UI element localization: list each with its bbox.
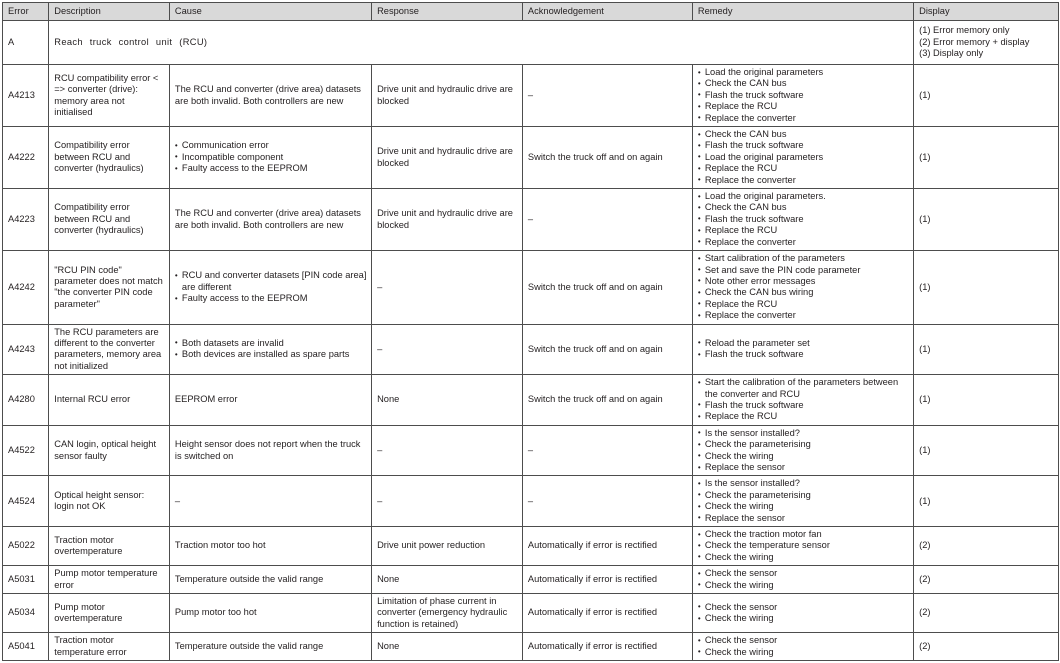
cell-error: A4522: [3, 425, 49, 476]
cell-error: A4524: [3, 476, 49, 527]
bullet-list: [698, 338, 909, 361]
bullet-item: • Both devices are installed as spare parts: [175, 349, 367, 360]
cell-cause: Traction motor too hot: [169, 527, 371, 566]
cell-error: A4223: [3, 189, 49, 251]
cell-cause: –: [169, 476, 371, 527]
cell-acknowledgement: Switch the truck off and on again: [522, 324, 692, 375]
bullet-item: • Check the sensor: [698, 568, 909, 579]
cell-error: A5041: [3, 633, 49, 661]
cell-display: (2): [914, 594, 1059, 633]
cell-cause: [169, 251, 371, 324]
column-header-acknowledgement: Acknowledgement: [522, 3, 692, 21]
table-row: [3, 251, 1059, 324]
bullet-item: • Start calibration of the parameters: [698, 253, 909, 264]
bullet-item: • Replace the RCU: [698, 225, 909, 236]
cell-display: (2): [914, 527, 1059, 566]
column-header-response: Response: [372, 3, 523, 21]
table-row: [3, 324, 1059, 375]
bullet-item: • Both datasets are invalid: [175, 338, 367, 349]
cell-display: (1): [914, 189, 1059, 251]
bullet-item: • Load the original parameters: [698, 152, 909, 163]
cell-error: A4280: [3, 375, 49, 426]
cell-remedy: [692, 594, 913, 633]
bullet-item: • Set and save the PIN code parameter: [698, 265, 909, 276]
cell-cause: The RCU and converter (drive area) datasets are both invalid. Both controllers are new: [169, 65, 371, 127]
bullet-item: • Flash the truck software: [698, 214, 909, 225]
cell-display: (1): [914, 127, 1059, 189]
cell-response: None: [372, 375, 523, 426]
cell-cause: Pump motor too hot: [169, 594, 371, 633]
column-header-remedy: Remedy: [692, 3, 913, 21]
bullet-item: • Check the wiring: [698, 501, 909, 512]
bullet-list: [698, 129, 909, 186]
cell-response: Drive unit and hydraulic drive are blocked: [372, 127, 523, 189]
cell-acknowledgement: –: [522, 476, 692, 527]
cell-acknowledgement: Automatically if error is rectified: [522, 594, 692, 633]
cell-cause: Temperature outside the valid range: [169, 566, 371, 594]
cell-acknowledgement: –: [522, 189, 692, 251]
bullet-item: • Check the wiring: [698, 580, 909, 591]
cell-description: Traction motor temperature error: [49, 633, 170, 661]
cell-acknowledgement: Switch the truck off and on again: [522, 127, 692, 189]
cell-response: Limitation of phase current in converter (emergency hydraulic function is retained): [372, 594, 523, 633]
bullet-item: • Incompatible component: [175, 152, 367, 163]
cell-remedy: [692, 375, 913, 426]
cell-remedy: [692, 127, 913, 189]
cell-remedy: [692, 189, 913, 251]
cell-error: A5031: [3, 566, 49, 594]
bullet-item: • Flash the truck software: [698, 90, 909, 101]
bullet-item: • Check the CAN bus: [698, 78, 909, 89]
bullet-item: • Faulty access to the EEPROM: [175, 293, 367, 304]
bullet-item: • Check the wiring: [698, 613, 909, 624]
column-header-cause: Cause: [169, 3, 371, 21]
bullet-item: • RCU and converter datasets [PIN code area] are different: [175, 270, 367, 293]
bullet-list: [698, 191, 909, 248]
cell-response: None: [372, 566, 523, 594]
cell-acknowledgement: Automatically if error is rectified: [522, 527, 692, 566]
table-row: [3, 127, 1059, 189]
bullet-item: • Replace the RCU: [698, 163, 909, 174]
cell-remedy: [692, 476, 913, 527]
cell-description: Pump motor temperature error: [49, 566, 170, 594]
cell-display: (1): [914, 425, 1059, 476]
cell-error: A5034: [3, 594, 49, 633]
cell-cause: EEPROM error: [169, 375, 371, 426]
cell-description: CAN login, optical height sensor faulty: [49, 425, 170, 476]
bullet-item: • Communication error: [175, 140, 367, 151]
display-legend-item: (3) Display only: [919, 48, 984, 59]
cell-description: Compatibility error between RCU and converter (hydraulics): [49, 127, 170, 189]
cell-display: (1): [914, 65, 1059, 127]
bullet-list: [698, 568, 909, 591]
bullet-list: [175, 338, 367, 361]
table-row: [3, 375, 1059, 426]
bullet-item: • Check the traction motor fan: [698, 529, 909, 540]
table-row: [3, 476, 1059, 527]
error-code-table: [2, 2, 1059, 661]
table-row: [3, 594, 1059, 633]
bullet-item: • Start the calibration of the parameters between the converter and RCU: [698, 377, 909, 400]
cell-remedy: [692, 251, 913, 324]
bullet-item: • Check the CAN bus: [698, 129, 909, 140]
bullet-item: • Replace the sensor: [698, 513, 909, 524]
bullet-list: [175, 270, 367, 304]
cell-response: Drive unit power reduction: [372, 527, 523, 566]
cell-acknowledgement: –: [522, 65, 692, 127]
cell-description: Optical height sensor: login not OK: [49, 476, 170, 527]
bullet-list: [698, 377, 909, 423]
display-legend-item: (2) Error memory + display: [919, 36, 1030, 47]
bullet-item: • Replace the converter: [698, 237, 909, 248]
display-legend: [914, 21, 1059, 65]
cell-error: A4213: [3, 65, 49, 127]
bullet-item: • Check the sensor: [698, 602, 909, 613]
bullet-item: • Check the parameterising: [698, 490, 909, 501]
bullet-item: • Load the original parameters.: [698, 191, 909, 202]
cell-error: A4243: [3, 324, 49, 375]
bullet-list: [698, 428, 909, 474]
bullet-list: [698, 635, 909, 658]
cell-display: (1): [914, 251, 1059, 324]
table-row: [3, 633, 1059, 661]
bullet-list: [175, 140, 367, 174]
cell-response: –: [372, 425, 523, 476]
bullet-item: • Replace the converter: [698, 310, 909, 321]
cell-cause: Height sensor does not report when the truck is switched on: [169, 425, 371, 476]
cell-remedy: [692, 527, 913, 566]
cell-description: Compatibility error between RCU and converter (hydraulics): [49, 189, 170, 251]
bullet-list: [698, 67, 909, 124]
cell-error: A4222: [3, 127, 49, 189]
cell-acknowledgement: Switch the truck off and on again: [522, 375, 692, 426]
bullet-item: • Replace the RCU: [698, 299, 909, 310]
bullet-item: • Is the sensor installed?: [698, 428, 909, 439]
bullet-list: [698, 253, 909, 321]
column-header-description: Description: [49, 3, 170, 21]
bullet-item: • Replace the RCU: [698, 101, 909, 112]
cell-remedy: [692, 566, 913, 594]
cell-cause: [169, 127, 371, 189]
bullet-item: • Reload the parameter set: [698, 338, 909, 349]
cell-response: Drive unit and hydraulic drive are blocked: [372, 189, 523, 251]
cell-description: The RCU parameters are different to the converter parameters, memory area not initialized: [49, 324, 170, 375]
cell-display: (1): [914, 324, 1059, 375]
bullet-item: • Replace the converter: [698, 175, 909, 186]
cell-description: Internal RCU error: [49, 375, 170, 426]
bullet-item: • Is the sensor installed?: [698, 478, 909, 489]
bullet-list: [698, 478, 909, 524]
cell-response: –: [372, 476, 523, 527]
cell-cause: [169, 324, 371, 375]
bullet-item: • Check the wiring: [698, 552, 909, 563]
table-row: [3, 566, 1059, 594]
cell-remedy: [692, 425, 913, 476]
bullet-item: • Check the CAN bus: [698, 202, 909, 213]
cell-cause: Temperature outside the valid range: [169, 633, 371, 661]
bullet-item: • Check the parameterising: [698, 439, 909, 450]
bullet-item: • Replace the converter: [698, 113, 909, 124]
column-header-display: Display: [914, 3, 1059, 21]
bullet-item: • Flash the truck software: [698, 140, 909, 151]
cell-remedy: [692, 633, 913, 661]
cell-description: Pump motor overtemperature: [49, 594, 170, 633]
cell-remedy: [692, 65, 913, 127]
bullet-item: • Note other error messages: [698, 276, 909, 287]
cell-acknowledgement: –: [522, 425, 692, 476]
cell-description: Traction motor overtemperature: [49, 527, 170, 566]
table-row: [3, 527, 1059, 566]
bullet-item: • Replace the RCU: [698, 411, 909, 422]
group-title-text: Reach truck control unit (RCU): [54, 36, 208, 47]
bullet-item: • Check the CAN bus wiring: [698, 287, 909, 298]
group-letter: A: [3, 21, 49, 65]
cell-response: –: [372, 324, 523, 375]
cell-description: RCU compatibility error < => converter (drive): memory area not initialised: [49, 65, 170, 127]
cell-display: (2): [914, 633, 1059, 661]
bullet-item: • Check the wiring: [698, 451, 909, 462]
group-title: [49, 21, 914, 65]
bullet-item: • Replace the sensor: [698, 462, 909, 473]
bullet-item: • Load the original parameters: [698, 67, 909, 78]
group-header-row: [3, 21, 1059, 65]
cell-acknowledgement: Automatically if error is rectified: [522, 566, 692, 594]
bullet-list: [698, 602, 909, 625]
cell-response: None: [372, 633, 523, 661]
column-header-error: Error: [3, 3, 49, 21]
cell-description: "RCU PIN code" parameter does not match "the converter PIN code parameter": [49, 251, 170, 324]
table-row: [3, 425, 1059, 476]
cell-acknowledgement: Automatically if error is rectified: [522, 633, 692, 661]
table-row: [3, 65, 1059, 127]
cell-display: (1): [914, 375, 1059, 426]
cell-response: –: [372, 251, 523, 324]
bullet-item: • Check the temperature sensor: [698, 540, 909, 551]
bullet-item: • Check the wiring: [698, 647, 909, 658]
cell-error: A4242: [3, 251, 49, 324]
cell-acknowledgement: Switch the truck off and on again: [522, 251, 692, 324]
bullet-item: • Flash the truck software: [698, 349, 909, 360]
bullet-item: • Check the sensor: [698, 635, 909, 646]
table-row: [3, 189, 1059, 251]
cell-display: (1): [914, 476, 1059, 527]
bullet-item: • Faulty access to the EEPROM: [175, 163, 367, 174]
bullet-list: [698, 529, 909, 563]
cell-cause: The RCU and converter (drive area) datasets are both invalid. Both controllers are new: [169, 189, 371, 251]
cell-display: (2): [914, 566, 1059, 594]
table-header-row: [3, 3, 1059, 21]
display-legend-item: (1) Error memory only: [919, 25, 1010, 36]
bullet-item: • Flash the truck software: [698, 400, 909, 411]
cell-error: A5022: [3, 527, 49, 566]
cell-remedy: [692, 324, 913, 375]
cell-response: Drive unit and hydraulic drive are blocked: [372, 65, 523, 127]
